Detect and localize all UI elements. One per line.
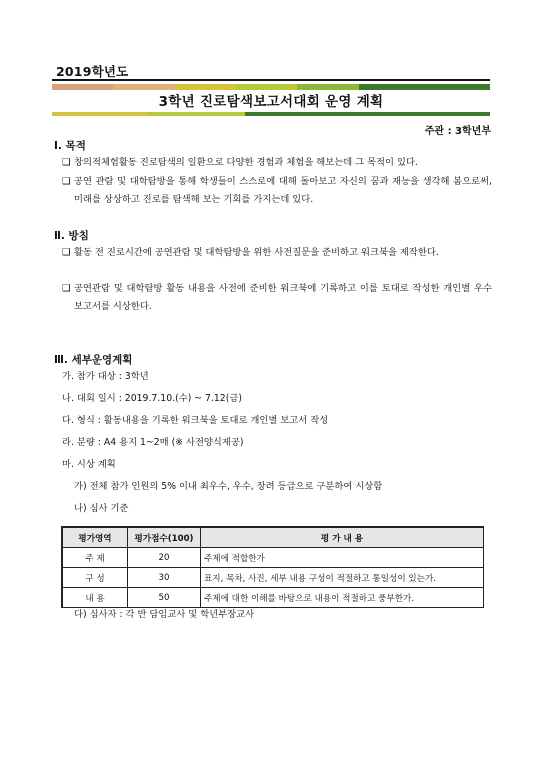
checkbox-bullet-icon: ❑ [62,157,71,168]
criteria-table [61,526,484,608]
table-cell: 50 [128,588,201,608]
title-underline-bar [52,112,490,116]
table-cell: 구 성 [62,568,128,588]
list-item [62,280,492,316]
table-cell: 내 용 [62,588,128,608]
table-cell: 주제에 대한 이해를 바탕으로 내용이 적절하고 풍부한가. [201,588,484,608]
table-header-row [62,527,484,548]
document-title: 3학년 진로탐색보고서대회 운영 계획 [158,94,384,110]
table-row [62,548,484,568]
host-label: 주관 : 3학년부 [424,126,491,137]
detail-item-award: 마. 시상 계획 [62,459,116,470]
document-year: 2019학년도 [56,64,129,79]
table-row [62,568,484,588]
award-sub-item: 가) 전체 참가 인원의 5% 이내 최우수, 우수, 장려 등급으로 구분하여 시상함 [74,481,383,492]
checkbox-bullet-icon: ❑ [62,283,71,294]
header-rule [52,79,490,81]
table-cell: 표지, 목차, 사진, 세부 내용 구성이 적절하고 통일성이 있는가. [201,568,484,588]
bullet-text: 활동 전 진로시간에 공연관람 및 대학탐방을 위한 사전질문을 준비하고 워크북을 제작한다. [74,247,439,258]
section-heading-policy: Ⅱ. 방침 [54,230,89,242]
list-item [62,173,492,209]
section-heading-purpose: Ⅰ. 목적 [54,140,86,152]
table-cell: 30 [128,568,201,588]
section-heading-details: Ⅲ. 세부운영계획 [54,354,133,366]
judges-line: 다) 심사자 : 각 반 담임교사 및 학년부장교사 [74,609,255,620]
table-header: 평 가 내 용 [201,527,484,548]
checkbox-bullet-icon: ❑ [62,176,71,187]
list-item [62,154,492,172]
table-cell: 20 [128,548,201,568]
award-sub-item: 나) 심사 기준 [74,503,129,514]
list-item [62,244,492,262]
checkbox-bullet-icon: ❑ [62,247,71,258]
title-box [52,90,490,110]
detail-item-target: 가. 참가 대상 : 3학년 [62,371,149,382]
table-cell: 주제에 적합한가 [201,548,484,568]
detail-item-length: 라. 분량 : A4 용지 1~2매 (※ 사전양식제공) [62,437,244,448]
detail-item-format: 다. 형식 : 활동내용을 기록한 워크북을 토대로 개인별 보고서 작성 [62,415,329,426]
table-header: 평가점수(100) [128,527,201,548]
bullet-text: 공연 관람 및 대학탐방을 통해 학생들이 스스로에 대해 돌아보고 자신의 꿈과 재능을 생각해 봄으로써, 미래를 상상하고 진로를 탐색해 보는 기회를 가지는데 있다. [74,176,492,205]
bullet-text: 창의적체험활동 진로탐색의 일환으로 다양한 경험과 체험을 해보는데 그 목적이 있다. [74,157,418,168]
detail-item-date: 나. 대회 일시 : 2019.7.10.(수) ~ 7.12(금) [62,393,242,404]
table-cell: 주 제 [62,548,128,568]
table-header: 평가영역 [62,527,128,548]
bullet-text: 공연관람 및 대학탐방 활동 내용을 사전에 준비한 워크북에 기록하고 이를 토대로 작성한 개인별 우수 보고서를 시상한다. [74,283,492,312]
table-row [62,588,484,608]
